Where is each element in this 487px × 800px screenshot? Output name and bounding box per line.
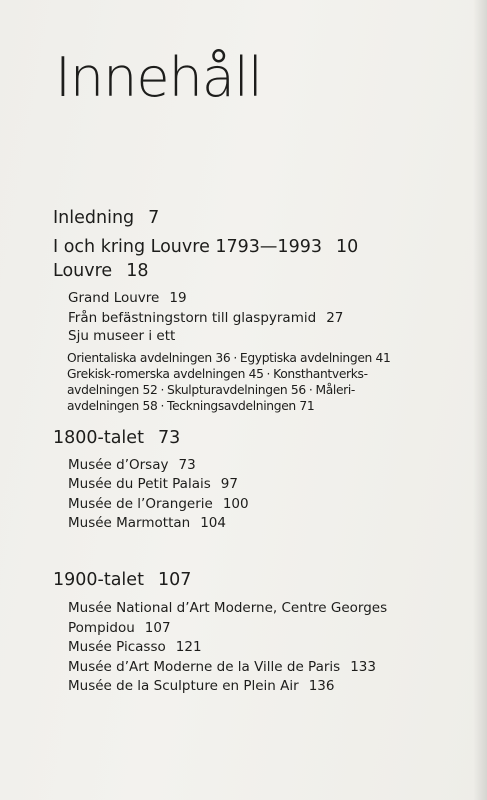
toc-entry-inledning (53, 207, 159, 229)
department-label: avdelningen (67, 399, 139, 413)
toc-entry-label: Musée Picasso (68, 639, 166, 655)
toc-entry-page: 121 (175, 639, 202, 655)
toc-entry-page: 10 (335, 237, 359, 257)
toc-entry-label: 1800-talet (53, 428, 144, 448)
toc-entry-page: 100 (222, 496, 249, 512)
toc-entry-grand-louvre (68, 289, 187, 307)
department-line (67, 366, 368, 382)
toc-entry-page: 136 (308, 678, 335, 694)
toc-entry-page: 19 (169, 290, 187, 306)
toc-entry-glaspyramid (68, 309, 343, 327)
toc-entry-page: 133 (350, 659, 376, 675)
toc-entry-page: 107 (157, 570, 192, 590)
toc-entry-page: 97 (220, 476, 238, 492)
toc-entry-page: 73 (157, 428, 181, 448)
toc-entry-marmottan (68, 514, 226, 532)
toc-entry-page: 104 (200, 515, 226, 531)
toc-entry-pompidou (68, 619, 171, 637)
department-separator: · (308, 383, 313, 397)
toc-entry-art-moderne-paris (68, 658, 376, 676)
page-title: Innehåll (55, 46, 262, 109)
toc-entry-sculpture-plein-air (68, 677, 334, 695)
toc-entry-page: 27 (326, 310, 344, 326)
department-page: 71 (299, 399, 315, 413)
toc-entry-label: Musée de l’Orangerie (68, 496, 213, 512)
department-label: Egyptiska avdelningen (239, 351, 372, 365)
toc-entry-page: 107 (144, 620, 171, 636)
toc-entry-label: Musée du Petit Palais (68, 476, 211, 492)
department-separator: · (266, 367, 271, 381)
toc-entry-picasso (68, 638, 202, 656)
department-label: Grekisk-romerska avdelningen (67, 367, 246, 381)
toc-entry-page: 18 (126, 261, 149, 281)
department-label: Konsthantverks- (273, 367, 368, 381)
toc-entry-label: Sju museer i ett (68, 328, 176, 344)
toc-entry-1900-talet (53, 569, 191, 591)
department-label: avdelningen (67, 383, 139, 397)
department-page: 36 (215, 351, 231, 365)
department-line (67, 398, 314, 414)
toc-entry-label: Louvre (53, 261, 113, 281)
toc-entry-label: Pompidou (68, 620, 135, 636)
toc-entry-label: Musée d’Orsay (68, 457, 169, 473)
toc-entry-label: 1900-talet (53, 570, 144, 590)
department-page: 58 (142, 399, 158, 413)
department-label: Teckningsavdelningen (167, 399, 296, 413)
department-page: 41 (375, 351, 391, 365)
toc-entry-label: I och kring Louvre 1793—1993 (53, 237, 322, 257)
toc-entry-1800-talet (53, 427, 180, 449)
department-label: Orientaliska avdelningen (67, 351, 212, 365)
department-label: Skulpturavdelningen (167, 383, 288, 397)
toc-entry-orangerie (68, 495, 249, 513)
department-page: 52 (142, 383, 158, 397)
toc-entry-centre-georges (68, 599, 387, 617)
department-separator: · (160, 399, 164, 413)
toc-entry-label: Musée National d’Art Moderne, Centre Georges (68, 600, 388, 616)
toc-entry-louvre (53, 260, 148, 282)
department-page: 56 (290, 383, 306, 397)
toc-entry-page: 7 (148, 208, 160, 228)
toc-entry-petit-palais (68, 475, 238, 493)
toc-entry-label: Musée d’Art Moderne de la Ville de Paris (68, 659, 341, 675)
toc-entry-page: 73 (178, 457, 196, 473)
department-separator: · (233, 351, 237, 365)
department-separator: · (160, 383, 164, 397)
toc-entry-label: Inledning (53, 208, 135, 228)
toc-entry-sju-museer (68, 327, 175, 345)
department-page: 45 (248, 367, 264, 381)
toc-entry-orsay (68, 456, 196, 474)
toc-entry-label: Musée de la Sculpture en Plein Air (68, 678, 299, 694)
department-label: Måleri- (315, 383, 356, 397)
toc-entry-louvre-history (53, 236, 358, 258)
toc-entry-label: Musée Marmottan (68, 515, 191, 531)
toc-entry-label: Grand Louvre (68, 290, 160, 306)
toc-entry-label: Från befästningstorn till glaspyramid (68, 310, 317, 326)
department-line (67, 382, 355, 398)
department-line (67, 350, 391, 366)
